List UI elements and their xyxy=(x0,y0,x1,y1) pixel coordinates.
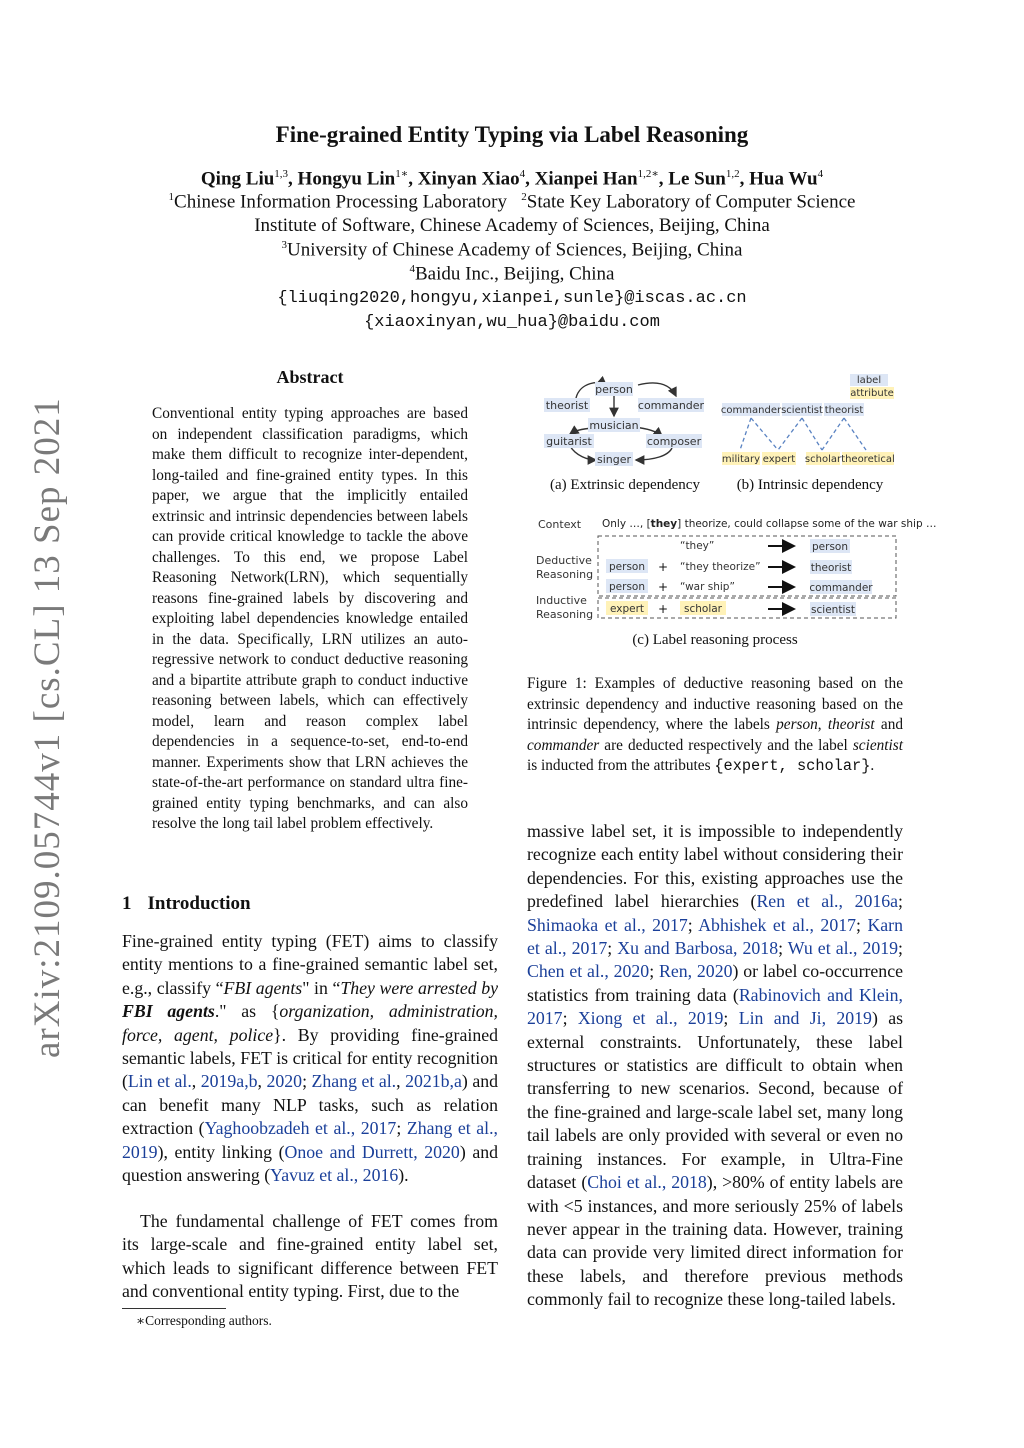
text-run: person xyxy=(776,716,818,733)
input-label: person xyxy=(609,561,645,573)
paper-title: Fine-grained Entity Typing via Label Reasoning xyxy=(275,122,749,147)
author-name: Xinyan Xiao xyxy=(417,168,520,190)
label-reasoning-diagram xyxy=(532,512,937,624)
citation-link[interactable]: Choi et al., 2018 xyxy=(587,1172,707,1193)
text-run: Figure 1: Examples of deductive reasoning based on the extrinsic dependency and inductive reasoning based on the intrinsic dependency, where the labels xyxy=(527,675,903,733)
legend-attribute: attribute xyxy=(850,388,894,399)
citation-link[interactable]: Abhishek et al., 2017 xyxy=(698,914,856,935)
abstract-text: Conventional entity typing approaches are based on independent classification paradigms, which make them difficult to recognize inter-dependent, long-tailed and fine-grained entity types. In this paper, we argue that the implicitly entailed extrinsic and intrinsic dependencies between labels can provide critical knowledge to tackle the above challenges. To this end, we propose Label Reasoning Network(LRN), which sequentially reasons fine-grained labels by discovering and exploiting label dependencies knowledge entailed in the data. Specifically, LRN utilizes an auto-regressive network to conduct deductive reasoning and a bipartite attribute graph to conduct inductive reasoning between labels, which can effectively model, learn and reason complex label dependencies in a sequence-to-set, end-to-end manner. Experiments show that LRN achieves the state-of-the-art performance on standard ultra fine-grained entity typing benchmarks, and can also resolve the long tail label problem effectively. xyxy=(152,405,468,832)
abstract-heading: Abstract xyxy=(276,367,344,387)
row-label: Reasoning xyxy=(536,568,594,581)
author-name: Le Sun xyxy=(668,168,726,190)
text-run: ; xyxy=(302,1071,312,1092)
text-run: ), >80% of entity labels are with <5 instances, and more seriously 25% of labels never appear in the training data. However, training data can provide very limited direct information for these labels, and therefore previous methods commonly fail to recognize these long-tailed labels. xyxy=(527,1172,904,1310)
text-run: FBI agents xyxy=(122,1001,215,1022)
row-label: Reasoning xyxy=(536,608,594,621)
text-run: theorist xyxy=(827,716,875,733)
text-run: ). xyxy=(398,1165,409,1186)
citation-link[interactable]: 2020 xyxy=(266,1071,303,1092)
citation-link[interactable]: Onoe and Durrett, 2020 xyxy=(284,1141,460,1162)
node-label: commander xyxy=(637,399,705,412)
citation-link[interactable]: Zhang et al. xyxy=(311,1071,397,1092)
citation-link[interactable]: Yavuz et al., 2016 xyxy=(270,1165,399,1186)
author-affiliation-marker: 4 xyxy=(817,168,824,180)
author-name: Hua Wu xyxy=(749,168,818,190)
citation-link[interactable]: Ren, 2020 xyxy=(658,961,733,982)
text-run: , xyxy=(257,1071,267,1092)
text-run: , xyxy=(396,1071,406,1092)
citation-link[interactable]: 2019a,b xyxy=(200,1071,258,1092)
node-label: person xyxy=(595,383,633,396)
text-run: FBI agents xyxy=(223,977,303,998)
citation-link[interactable]: Xu and Barbosa, 2018 xyxy=(617,938,779,959)
output-label: person xyxy=(812,541,848,553)
label-node: theorist xyxy=(824,405,864,416)
author-list: Qing Liu$^{1,3}$, Hongyu Lin$^{1∗}$, Xinyan Xiao$^4$, Xianpei Han$^{1,2∗}$, Le Sun$^{1,2}$, Hua Wu$^4$ xyxy=(200,168,824,190)
email-line: {liuqing2020,hongyu,xianpei,sunle}@iscas.ac.cn xyxy=(277,289,747,308)
section-title: Introduction xyxy=(147,893,251,914)
footnote: ∗Corresponding authors. xyxy=(136,1313,272,1328)
citation-link[interactable]: Yaghoobzadeh et al., 2017 xyxy=(204,1118,397,1139)
citation-link[interactable]: Lin et al. xyxy=(127,1071,192,1092)
text-run: ; xyxy=(687,914,699,935)
attribute-input: expert xyxy=(609,603,645,615)
author-name: Hongyu Lin xyxy=(297,168,396,190)
attribute-input: scholar xyxy=(684,603,722,615)
text-run: ; xyxy=(898,938,903,959)
author-affiliation-marker: 1,3 xyxy=(274,168,289,180)
node-label: singer xyxy=(596,453,632,466)
plus-sign: + xyxy=(658,580,669,594)
output-label: theorist xyxy=(810,562,852,574)
text-run: Fine-grained entity typing (FET) aims to classify entity mentions to a fine-grained semantic label set, e.g., classify “ xyxy=(122,931,498,998)
text-run: and xyxy=(874,716,903,733)
row-label: Deductive xyxy=(536,554,592,567)
affiliation-line: Institute of Software, Chinese Academy of Sciences, Beijing, China xyxy=(254,215,770,236)
text-run: ; xyxy=(723,1008,739,1029)
author-name: Qing Liu xyxy=(200,168,275,190)
subfigure-caption: (b) Intrinsic dependency xyxy=(736,477,884,493)
node-label: theorist xyxy=(545,399,589,412)
citation-link[interactable]: Chen et al., 2020 xyxy=(527,961,650,982)
text-run: . xyxy=(870,757,875,774)
text-run: ; xyxy=(856,914,868,935)
text-run: ; xyxy=(562,1008,578,1029)
text-run: }. By providing fine-grained semantic labels, FET is critical for entity recognition ( xyxy=(122,1024,498,1092)
text-run: , xyxy=(191,1071,201,1092)
row-label: Context xyxy=(538,518,582,531)
extrinsic-dependency-diagram xyxy=(540,376,710,468)
text-run: " in “ xyxy=(302,977,341,998)
citation-link[interactable]: Zhang et al., 2019 xyxy=(122,1118,498,1162)
plus-sign: + xyxy=(658,602,669,616)
author-name: Xianpei Han xyxy=(534,168,638,190)
citation-link[interactable]: Karn et al., 2017 xyxy=(527,914,903,959)
citation-link[interactable]: Lin and Ji, 2019 xyxy=(738,1008,872,1029)
text-run: ) or label co-occurrence statistics from training data ( xyxy=(527,961,903,1005)
text-run: organization, administration, force, agent, police xyxy=(122,1001,498,1045)
footnote-divider xyxy=(122,1308,226,1309)
text-run: ) and question answering ( xyxy=(122,1141,498,1186)
figure-caption xyxy=(527,674,903,777)
attribute-node: military xyxy=(721,454,761,465)
text-run: commander xyxy=(527,736,600,754)
author-affiliation-marker: 1,2∗ xyxy=(637,168,659,180)
input-label: person xyxy=(609,581,645,593)
affiliation-line: $^3$University of Chinese Academy of Sciences, Beijing, China xyxy=(281,239,743,261)
citation-link[interactable]: Xiong et al., 2019 xyxy=(577,1008,724,1029)
text-run: ) as external constraints. Unfortunately, these label structures or statistics are difficult to obtain when transferring to new scenarios. Second, because of the fine-grained and large-scale label set, many long tail labels are only provided with several or even no training instances. For example, in Ultra-Fine dataset ( xyxy=(527,1008,904,1193)
output-label: scientist xyxy=(811,604,855,616)
text-run: They were arrested by xyxy=(340,977,498,998)
attribute-node: theoretical xyxy=(841,454,895,465)
author-affiliation-marker: 1,2 xyxy=(725,168,740,180)
attribute-node: expert xyxy=(762,454,796,465)
mention: “they” xyxy=(680,540,715,552)
text-run: ; xyxy=(607,938,618,959)
text-run: ; xyxy=(898,891,903,912)
citation-link[interactable]: Wu et al., 2019 xyxy=(787,938,899,959)
legend-label: label xyxy=(856,375,882,386)
citation-link[interactable]: Rabinovich and Klein, 2017 xyxy=(527,984,903,1029)
arxiv-identifier: arXiv:2109.05744v1 [cs.CL] 13 Sep 2021 xyxy=(27,397,68,1058)
text-run: , xyxy=(817,716,828,733)
output-label: commander xyxy=(809,582,873,594)
attribute-node: scholar xyxy=(804,454,842,465)
node-label: guitarist xyxy=(546,435,592,448)
plus-sign: + xyxy=(658,560,669,574)
text-run: ." as { xyxy=(214,1001,280,1022)
text-run: massive label set, it is impossible to independently recognize each entity label without considering their dependencies. For this, existing approaches use the predefined label hierarchies ( xyxy=(527,821,903,912)
text-run: is inducted from the attributes xyxy=(527,757,715,774)
section-number: 1 xyxy=(122,893,132,914)
text-run: scientist xyxy=(852,736,903,754)
affiliation-line: $^4$Baidu Inc., Beijing, China xyxy=(409,263,615,285)
text-run: are deducted respectively and the label xyxy=(599,736,853,754)
email-line: {xiaoxinyan,wu_hua}@baidu.com xyxy=(364,313,660,332)
text-run: ; xyxy=(778,938,788,959)
code-text: {expert, scholar} xyxy=(714,757,871,775)
citation-link[interactable]: 2021b,a xyxy=(405,1071,462,1092)
subfigure-caption: (a) Extrinsic dependency xyxy=(550,477,700,493)
subfigure-caption: (c) Label reasoning process xyxy=(632,632,798,648)
text-run: ) and can benefit many NLP tasks, such as relation extraction ( xyxy=(122,1071,498,1139)
node-label: musician xyxy=(589,419,639,432)
citation-link[interactable]: Ren et al., 2016a xyxy=(756,891,899,912)
author-affiliation-marker: 1∗ xyxy=(395,168,409,180)
intro-paragraph: The fundamental challenge of FET comes from its large-scale and fine-grained entity label set, which leads to significant difference between FET and conventional entity typing. First, due to the xyxy=(122,1211,498,1302)
affiliation-line: $^1$Chinese Information Processing Laboratory $^2$State Key Laboratory of Computer Science xyxy=(168,191,856,213)
node-label: composer xyxy=(646,435,702,448)
intro-paragraph xyxy=(527,820,903,1312)
intro-paragraph xyxy=(122,930,498,1187)
text-run: ), entity linking ( xyxy=(157,1141,285,1162)
text-run: ; xyxy=(396,1118,407,1139)
mention: “they theorize” xyxy=(680,561,761,573)
citation-link[interactable]: Shimaoka et al., 2017 xyxy=(527,914,688,935)
intrinsic-dependency-diagram xyxy=(720,372,898,468)
mention: “war ship” xyxy=(680,581,735,593)
context-sentence: Only …, [they] theorize, could collapse some of the war ship … xyxy=(602,518,937,530)
text-run: ; xyxy=(649,961,659,982)
label-node: commander xyxy=(720,405,782,416)
section-heading xyxy=(122,893,267,915)
row-label: Inductive xyxy=(536,594,587,607)
label-node: scientist xyxy=(781,405,823,416)
author-affiliation-marker: 4 xyxy=(519,168,526,180)
